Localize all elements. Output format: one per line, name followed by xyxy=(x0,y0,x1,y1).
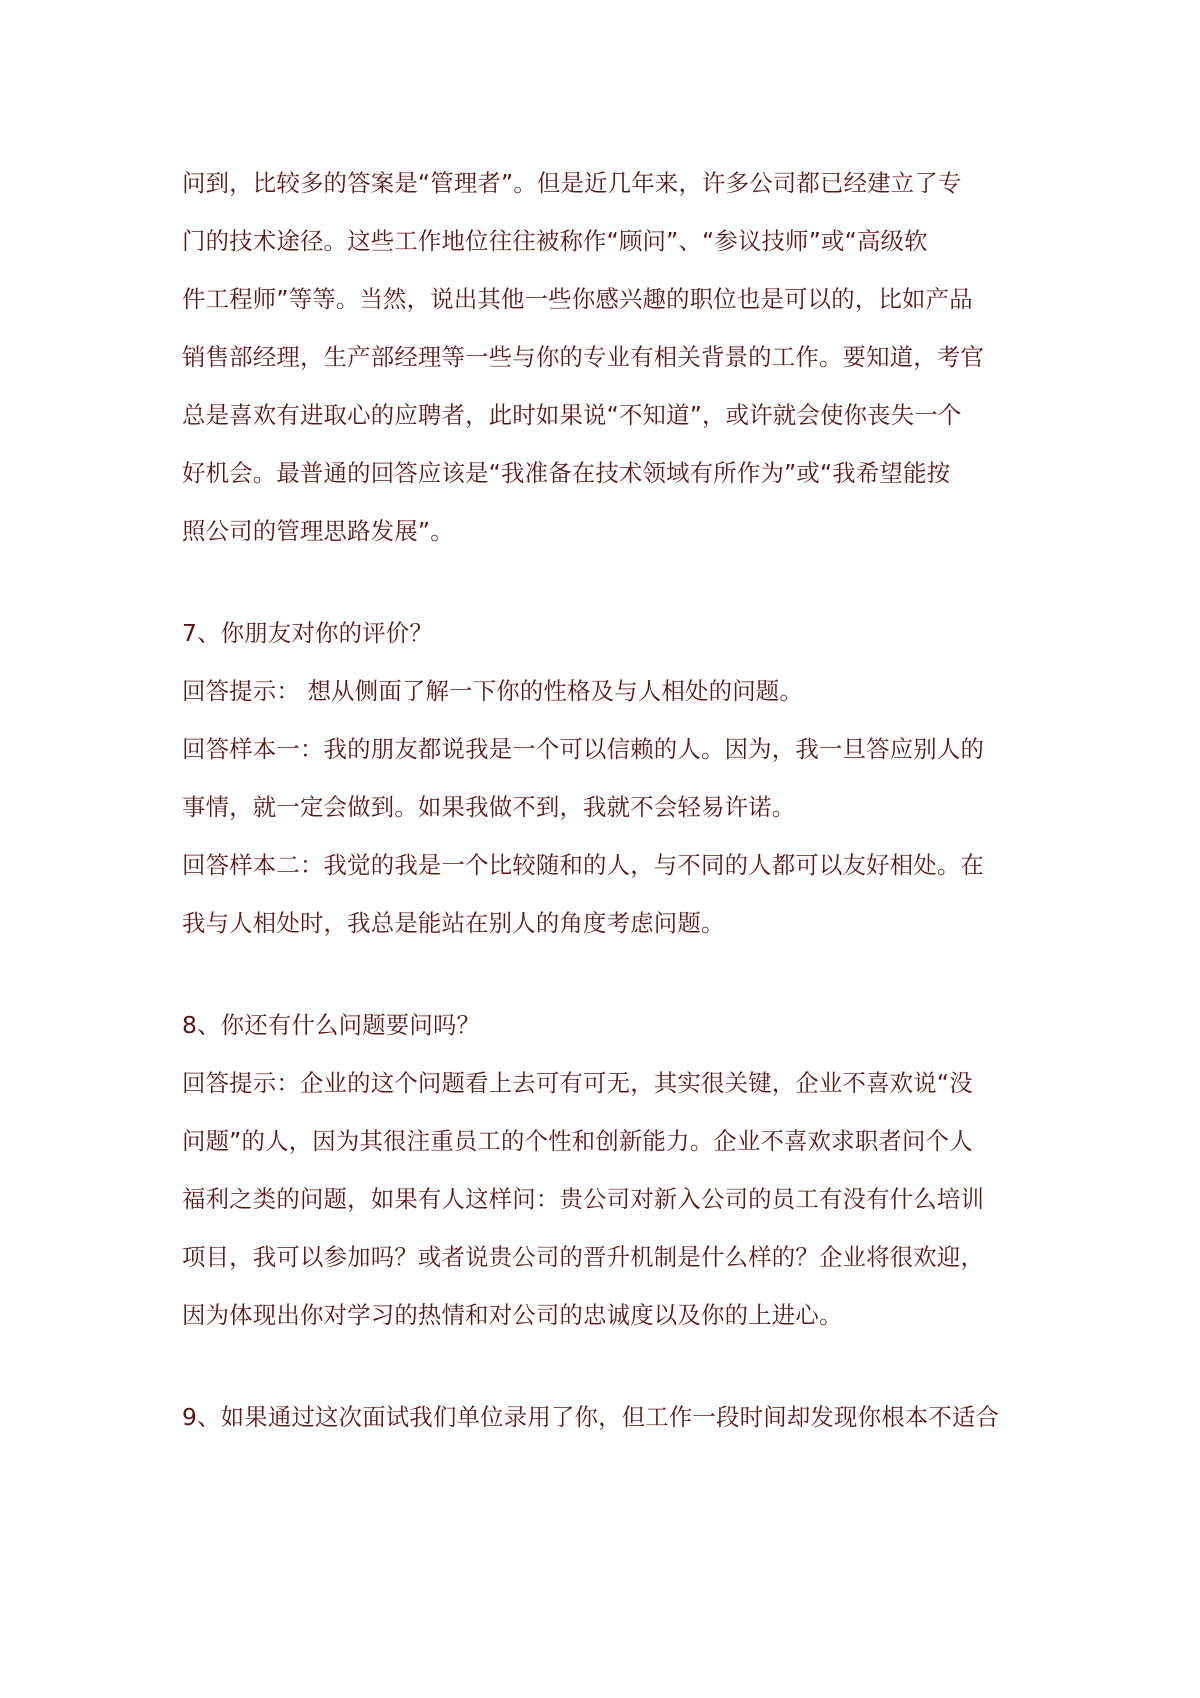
answer-sample-line: 我与人相处时，我总是能站在别人的角度考虑问题。 xyxy=(182,909,725,937)
answer-sample-line: 回答样本一：我的朋友都说我是一个可以信赖的人。因为，我一旦答应别人的 xyxy=(182,735,985,763)
paragraph-line: 门的技术途径。这些工作地位往往被称作“顾问”、“参议技师”或“高级软 xyxy=(182,227,928,255)
question-heading: 7、你朋友对你的评价？ xyxy=(182,619,433,647)
answer-hint-line: 因为体现出你对学习的热情和对公司的忠诚度以及你的上进心。 xyxy=(182,1301,843,1329)
paragraph-line: 问到，比较多的答案是“管理者”。但是近几年来，许多公司都已经建立了专 xyxy=(182,169,962,197)
answer-sample-line: 回答样本二：我觉的我是一个比较随和的人，与不同的人都可以友好相处。在 xyxy=(182,851,985,879)
paragraph-line: 销售部经理，生产部经理等一些与你的专业有相关背景的工作。要知道，考官 xyxy=(182,343,985,371)
answer-hint: 回答提示： 想从侧面了解一下你的性格及与人相处的问题。 xyxy=(182,677,803,705)
answer-hint-line: 项目，我可以参加吗？或者说贵公司的晋升机制是什么样的？企业将很欢迎， xyxy=(182,1243,985,1271)
question-heading: 9、如果通过这次面试我们单位录用了你，但工作一段时间却发现你根本不适合 xyxy=(182,1403,1000,1431)
question-heading: 8、你还有什么问题要问吗？ xyxy=(182,1011,481,1039)
paragraph-line: 总是喜欢有进取心的应聘者，此时如果说“不知道”，或许就会使你丧失一个 xyxy=(182,401,962,429)
paragraph-line: 照公司的管理思路发展”。 xyxy=(182,517,454,545)
answer-hint-line: 回答提示：企业的这个问题看上去可有可无，其实很关键，企业不喜欢说“没 xyxy=(182,1069,973,1097)
paragraph-line: 好机会。最普通的回答应该是“我准备在技术领域有所作为”或“我希望能按 xyxy=(182,459,951,487)
paragraph-line: 件工程师”等等。当然，说出其他一些你感兴趣的职位也是可以的，比如产品 xyxy=(182,285,973,313)
answer-hint-line: 福利之类的问题，如果有人这样问：贵公司对新入公司的员工有没有什么培训 xyxy=(182,1185,985,1213)
answer-sample-line: 事情，就一定会做到。如果我做不到，我就不会轻易许诺。 xyxy=(182,793,796,821)
answer-hint-line: 问题”的人，因为其很注重员工的个性和创新能力。企业不喜欢求职者问个人 xyxy=(182,1127,973,1155)
